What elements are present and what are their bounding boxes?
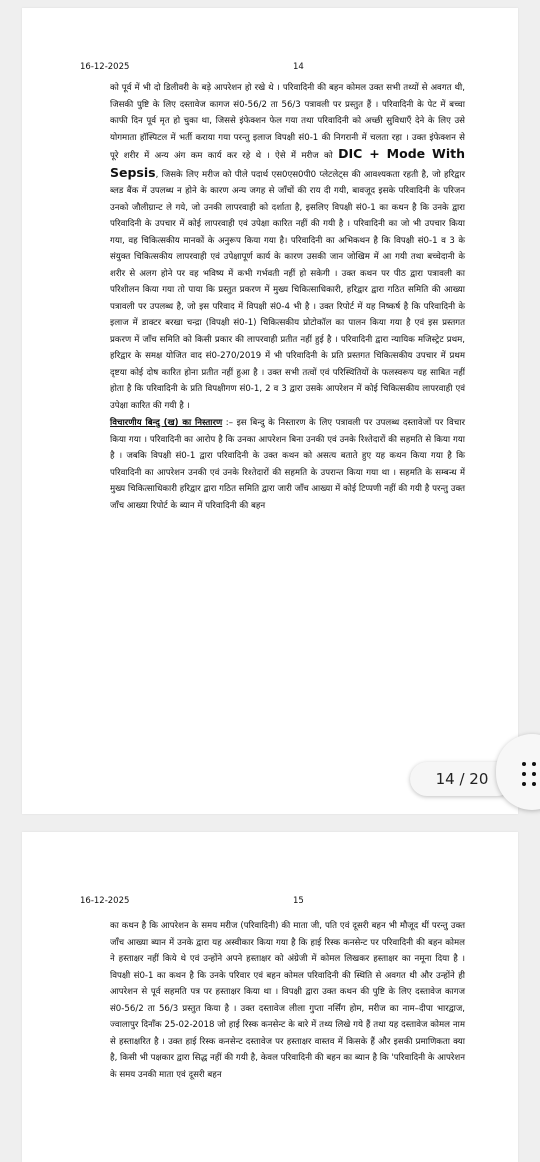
paragraph-text: को पूर्व में भी दो डिलीवरी के बड़े आपरेशन हो रखे थे । परिवादिनी की बहन कोमल उक्त सभी तथ्यों से अवगत थी, जिसकी पुष्टि के लिए दस्तावेज कागज सं0-56/2 ता 56/3 पत्रावली पर प्रस्तुत हैं । परिवादिनी के पेट में बच्चा काफी दिन पूर्व मृत हो चुका था, जिससे इंफेक्शन फेल गया तथा परिवादिनी को अच्छी सुविधाएँ देने के लिए उसे योगमाता हॉस्पिटल में भर्ती कराया गया परन्तु इलाज विपक्षी सं0-1 की निगरानी में चलता रहा । उक्त इंफेक्शन से पूरे शरीर में अन्य अंग कम कार्य कर रहे थे । ऐसे में मरीज को [110, 83, 465, 161]
paragraph [110, 80, 465, 414]
page-indicator: 14 / 20 [410, 762, 514, 796]
page-number: 15 [293, 896, 304, 906]
document-page-15 [22, 832, 518, 1162]
more-options-icon [522, 762, 538, 786]
page-body [110, 80, 465, 514]
paragraph-text: :– इस बिन्दु के निस्तारण के लिए पत्रावली पर उपलब्ध दस्तावेजों पर विचार किया गया । परिवादिनी का आरोप है कि उनका आपरेशन बिना उनकी एवं उनके रिश्तेदारों की सहमति से किया गया है । जबकि विपक्षी सं0-1 द्वारा परिवादिनी के उक्त कथन को असत्य बताते हुए यह कथन किया गया है कि परिवादिनी का आपरेशन उनकी एवं उनके रिश्तेदारों की सहमति के उपरान्त किया गया था । सहमति के सम्बन्ध में मुख्य चिकित्साधिकारी हरिद्वार द्वारा गठित समिति द्वारा जारी जाँच आख्या में कोई टिप्पणी नहीं की गयी है परन्तु उक्त जाँच आख्या रिपोर्ट के ब्यान में परिवादिनी की बहन [110, 418, 465, 511]
paragraph [110, 415, 465, 514]
section-heading: विचारणीय बिन्दु (ख) का निस्तारण [110, 418, 223, 428]
page-body [110, 918, 465, 1083]
page-date: 16-12-2025 [80, 62, 130, 72]
highlighted-diagnosis: DIC + Mode With Sepsis [110, 146, 465, 180]
page-number: 14 [293, 62, 304, 72]
page-date: 16-12-2025 [80, 896, 130, 906]
document-page-14 [22, 8, 518, 814]
paragraph-text: , जिसके लिए मरीज को पीले पदार्थ एस0एस0पी0 प्लेटलेट्स की आवश्यकता रहती है, जो हरिद्वार ब्लड बैंक में उपलब्ध न होने के कारण अन्य जगह से जाँचों की राय दी गयी, बावजूद इसके परिवादिनी के परिजन उनको जौलीग्रान्ट ले गये, जो उनकी लापरवाही को दर्शाता है, इसलिए विपक्षी सं0-1 का कथन है कि उनके द्वारा परिवादिनी के उपचार में कोई लापरवाही एवं उपेक्षा कारित नहीं की गयी है । परिवादिनी का जो भी उपचार किया गया, वह चिकित्सकीय मानकों के अनुरूप किया गया है। परिवादिनी का अभिकथन है कि विपक्षी सं0-1 व 3 के संयुक्त चिकित्सकीय लापरवाही एवं उपेक्षापूर्ण कार्य के कारण उसकी जान जोखिम में आ गयी तथा बच्चेदानी के शरीर से अलग होने पर वह भविष्य में कभी गर्भवती नहीं हो सकेगी । उक्त कथन पर पीठ द्वारा पत्रावली का परिशीलन किया गया तो पाया कि प्रस्तुत प्रकरण में मुख्य चिकित्साधिकारी, हरिद्वार द्वारा गठित समिति की आख्या पत्रावली पर उपलब्ध है, जो इस परिवाद में विपक्षी सं0-4 भी है । उक्त रिपोर्ट में यह निष्कर्ष है कि परिवादिनी के इलाज में डाक्टर बरखा चन्द्रा (विपक्षी सं0-1) चिकित्सकीय प्रोटोकॉल का पालन किया गया है एवं इस प्रस्तगत प्रकरण में जाँच समिति को किसी प्रकार की लापरवाही प्रतीत नहीं हुई है । परिवादिनी द्वारा न्यायिक मजिस्ट्रेट प्रथम, हरिद्वार के समक्ष योजित वाद सं0-270/2019 में भी परिवादिनी के प्रति प्रस्तगत चिकित्सकीय उपचार में प्रथम दृष्टया कोई दोष कारित होना प्रतीत नहीं हुआ है । उक्त सभी तत्वों एवं परिस्थितियों के फलस्वरूप यह साबित नहीं होता है कि परिवादिनी के प्रति विपक्षीगण सं0-1, 2 व 3 द्वारा उसके आपरेशन में कोई चिकित्सकीय लापरवाही एवं उपेक्षा कारित की गयी है । [110, 169, 465, 411]
paragraph: का कथन है कि आपरेशन के समय मरीज (परिवादिनी) की माता जी, पति एवं दूसरी बहन भी मौजूद थीं परन्तु उक्त जाँच आख्या ब्यान में उनके द्वारा यह अस्वीकार किया गया है कि हाई रिस्क कनसेन्ट पर परिवादिनी की बहन कोमल ने हस्ताक्षर नहीं किये थे एवं उन्होंने अपने हस्ताक्षर को अंग्रेजी में कोमल लिखकर हस्ताक्षर का नमूना दिया है । विपक्षी सं0-1 का कथन है कि उनके परिवार एवं बहन कोमल परिवादिनी की स्थिति से अवगत थी और उन्होंने ही आपरेशन से पूर्व सहमति पत्र पर हस्ताक्षर किया था । विपक्षी द्वारा उक्त कथन की पुष्टि के लिए दस्तावेज कागज सं0-56/2 ता 56/3 प्रस्तुत किया है । उक्त दस्तावेज लीला गुप्ता नर्सिंग होम, मरीज का नाम–दीपा भारद्वाज, ज्वालापुर दिनाँक 25-02-2018 जो हाई रिस्क कनसेन्ट के बारे में तथ्य लिखे गये हैं तथा यह दस्तावेज कोमल नाम से हस्ताक्षरित है । उक्त हाई रिस्क कनसेन्ट दस्तावेज पर हस्ताक्षर वास्तव में किसके हैं और इसकी प्रमाणिकता क्या है, किसी भी पक्षकार द्वारा सिद्ध नहीं की गयी है, केवल परिवादिनी की बहन का ब्यान है कि 'परिवादिनी के आपरेशन के समय उनकी माता एवं दूसरी बहन [110, 921, 465, 1080]
